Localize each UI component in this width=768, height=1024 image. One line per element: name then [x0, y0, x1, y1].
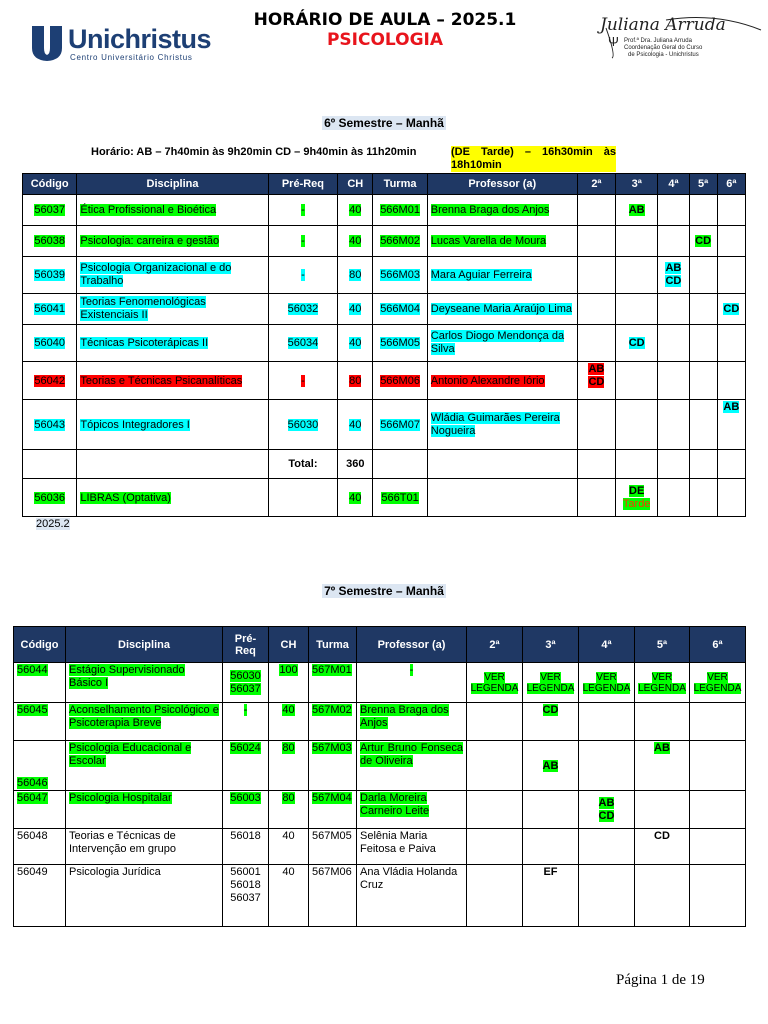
ch: 100 [279, 664, 298, 676]
col-ter: 3ª [523, 627, 579, 663]
document-title [215, 10, 555, 50]
slot-ter: EF [543, 866, 558, 878]
codigo: 56038 [34, 235, 65, 247]
sem6-table [22, 173, 746, 517]
professor: Wládia Guimarães Pereira Nogueira [430, 411, 560, 437]
turma: 567M04 [312, 792, 352, 804]
codigo: 56046 [17, 777, 48, 789]
legenda-sex: LEGENDA [693, 682, 742, 694]
table-row [23, 226, 746, 257]
col-prereq: Pré-Req [268, 174, 337, 195]
prereq: 56018 [223, 829, 269, 865]
turma: 567M05 [309, 829, 357, 865]
col-seg: 2ª [467, 627, 523, 663]
disciplina: Psicologia Hospitalar [69, 792, 172, 804]
table-row [14, 741, 746, 791]
codigo: 56045 [17, 704, 48, 716]
sem7-header-row [14, 627, 746, 663]
sem6-tarde: (DE Tarde) – 16h30min às 18h10min [451, 146, 616, 171]
col-disciplina: Disciplina [66, 627, 223, 663]
col-seg: 2ª [577, 174, 615, 195]
sem7-title: 7º Semestre – Manhã [324, 584, 444, 598]
sem6-horario: Horário: AB – 7h40min às 9h20min CD – 9h40min às 11h20min [91, 146, 417, 158]
disciplina: Técnicas Psicoterápicas II [80, 337, 209, 349]
col-turma: Turma [373, 174, 427, 195]
slot-ter: AB [542, 759, 559, 772]
slot-seg-cd: CD [588, 376, 605, 388]
ver-seg: VER [484, 671, 505, 683]
col-codigo: Código [23, 174, 77, 195]
table-row [23, 257, 746, 294]
professor: Brenna Braga dos Anjos [360, 704, 449, 729]
prereq: 56003 [230, 792, 261, 804]
slot-qui: CD [695, 235, 712, 247]
total-value: 360 [346, 458, 365, 470]
disciplina: Estágio Supervisionado Básico I [69, 664, 185, 689]
prereq: - [301, 235, 305, 247]
slot-qua-ab: AB [665, 262, 682, 274]
table-row [23, 294, 746, 325]
table-row [23, 479, 746, 517]
course-name: PSICOLOGIA [326, 30, 444, 50]
col-qua: 4ª [579, 627, 635, 663]
ch: 40 [282, 704, 295, 716]
coordinator-signature [596, 12, 764, 62]
disciplina: Ética Profissional e Bioética [80, 204, 217, 216]
slot-seg-ab: AB [588, 363, 605, 375]
table-row [14, 865, 746, 927]
legenda-seg: LEGENDA [470, 682, 519, 694]
turma: 567M01 [312, 664, 352, 676]
turma: 567M03 [312, 742, 352, 754]
disciplina: Teorias e Técnicas Psicanalíticas [80, 374, 243, 387]
disciplina: Teorias e Técnicas de Intervenção em grupo [66, 829, 223, 865]
professor: Mara Aguiar Ferreira [430, 269, 532, 281]
disciplina: Tópicos Integradores I [80, 418, 190, 431]
codigo: 56043 [34, 418, 65, 431]
prereq: 56032 [287, 303, 319, 315]
slot-qua-ab: AB [598, 796, 615, 809]
prereq: - [301, 374, 305, 387]
codigo: 56041 [34, 303, 65, 315]
turma: 567M02 [312, 704, 352, 716]
ver-sex: VER [707, 671, 728, 683]
table-row [14, 663, 746, 703]
slot-ter-de: DE [629, 484, 645, 497]
ver-qui: VER [651, 671, 673, 683]
table-row [14, 829, 746, 865]
col-codigo: Código [14, 627, 66, 663]
prereq: 56034 [287, 337, 319, 349]
codigo: 56044 [17, 664, 48, 676]
slot-qui: CD [654, 830, 670, 842]
slot-sex: AB [723, 401, 740, 413]
disciplina: Psicologia Educacional e Escolar [69, 742, 192, 767]
turma: 566M06 [380, 374, 420, 387]
total-row [23, 450, 746, 479]
total-label: Total: [288, 458, 318, 470]
professor: Deyseane Maria Araújo Lima [430, 302, 573, 315]
ch: 80 [282, 792, 295, 804]
col-professor: Professor (a) [357, 627, 467, 663]
col-qua: 4ª [658, 174, 689, 195]
slot-qua-cd: CD [598, 809, 615, 822]
disciplina: LIBRAS (Optativa) [80, 491, 171, 504]
disciplina: Psicologia Organizacional e do Trabalho [80, 262, 232, 287]
col-turma: Turma [309, 627, 357, 663]
svg-text:Ψ: Ψ [608, 34, 619, 49]
table-row [23, 195, 746, 226]
codigo: 56039 [34, 269, 65, 281]
turma: 566M03 [380, 269, 420, 281]
sem6-header-row [23, 174, 746, 195]
unichristus-logo [30, 24, 210, 64]
ch: 40 [349, 418, 362, 431]
disciplina: Teorias Fenomenológicas Existenciais II [80, 296, 206, 321]
professor: Brenna Braga dos Anjos [430, 204, 550, 216]
slot-ter: AB [628, 204, 645, 216]
sem6-title: 6º Semestre – Manhã [324, 116, 444, 130]
signature-script: Juliana Arruda [600, 15, 726, 35]
logo-name: Unichristus [68, 24, 212, 54]
professor: - [409, 664, 414, 676]
slot-ter: CD [542, 704, 559, 716]
professor: Carlos Diogo Mendonça da Silva [430, 330, 565, 355]
title-line: HORÁRIO DE AULA – 2025.1 [253, 10, 517, 30]
col-disciplina: Disciplina [77, 174, 268, 195]
professor: Selênia Maria Feitosa e Paiva [357, 829, 467, 865]
professor: Artur Bruno Fonseca de Oliveira [360, 742, 463, 767]
prereq: - [301, 269, 305, 281]
prereq: 56001 56018 56037 [223, 865, 269, 927]
ch: 80 [282, 742, 295, 754]
col-qui: 5ª [635, 627, 690, 663]
turma: 566M04 [380, 303, 420, 315]
prereq: - [301, 204, 305, 216]
professor: Darla Moreira Carneiro Leite [360, 792, 430, 817]
ch: 40 [269, 829, 309, 865]
col-qui: 5ª [689, 174, 717, 195]
codigo: 56036 [34, 491, 65, 504]
professor: Antonio Alexandre Iório [430, 374, 545, 387]
page-number: Página 1 de 19 [616, 972, 705, 988]
codigo: 56042 [34, 374, 65, 387]
col-sex: 6ª [690, 627, 746, 663]
logo-subtitle: Centro Universitário Christus [70, 53, 193, 62]
table-row [23, 400, 746, 450]
prereq: 56030 56037 [230, 669, 261, 695]
ch: 80 [349, 374, 362, 387]
signature-line3: de Psicologia - Unichristus [628, 52, 699, 58]
turma: 566M01 [380, 204, 420, 216]
ver-ter: VER [540, 671, 561, 683]
table-row [23, 325, 746, 362]
ch: 40 [349, 303, 362, 315]
prereq: 56030 [287, 418, 319, 431]
slot-qua-cd: CD [665, 275, 682, 287]
signature-line1: Prof.ª Dra. Juliana Arruda [624, 38, 692, 44]
slot-qui: AB [654, 742, 670, 754]
ver-qua: VER [596, 671, 617, 683]
ch: 40 [269, 865, 309, 927]
ch: 80 [349, 269, 362, 281]
turma: 566M07 [380, 418, 420, 431]
codigo: 56047 [17, 792, 48, 804]
ch: 40 [349, 337, 362, 349]
col-prereq: Pré-Req [223, 627, 269, 663]
slot-ter: CD [628, 337, 645, 349]
turma: 566T01 [381, 491, 419, 504]
legenda-ter: LEGENDA [526, 682, 575, 694]
turma: 566M05 [380, 337, 420, 349]
signature-line2: Coordenação Geral do Curso [624, 45, 703, 51]
disciplina: Psicologia: carreira e gestão [80, 235, 220, 247]
prereq: - [243, 704, 248, 716]
table-row [14, 791, 746, 829]
codigo: 56049 [14, 865, 66, 927]
slot-ter-tarde: Tarde [622, 497, 651, 510]
prereq: 56024 [230, 742, 261, 754]
slot-sex: CD [723, 303, 740, 315]
disciplina: Psicologia Jurídica [66, 865, 223, 927]
unichristus-emblem-icon [30, 24, 64, 62]
turma: 566M02 [380, 235, 420, 247]
legenda-qui: LEGENDA [638, 682, 686, 694]
libras-note: 2025.2 [36, 518, 70, 530]
codigo: 56037 [34, 204, 65, 216]
sem7-table [13, 626, 746, 927]
table-row [23, 362, 746, 400]
professor: Lucas Varella de Moura [430, 235, 547, 247]
disciplina: Aconselhamento Psicológico e Psicoterapia Breve [69, 704, 219, 729]
col-professor: Professor (a) [427, 174, 577, 195]
table-row [14, 703, 746, 741]
codigo: 56048 [14, 829, 66, 865]
col-ter: 3ª [616, 174, 658, 195]
codigo: 56040 [34, 337, 65, 349]
ch: 40 [349, 235, 362, 247]
col-sex: 6ª [717, 174, 745, 195]
turma: 567M06 [309, 865, 357, 927]
col-ch: CH [338, 174, 373, 195]
col-ch: CH [269, 627, 309, 663]
ch: 40 [349, 491, 362, 504]
professor: Ana Vládia Holanda Cruz [357, 865, 467, 927]
legenda-qua: LEGENDA [582, 682, 631, 694]
ch: 40 [349, 204, 362, 216]
